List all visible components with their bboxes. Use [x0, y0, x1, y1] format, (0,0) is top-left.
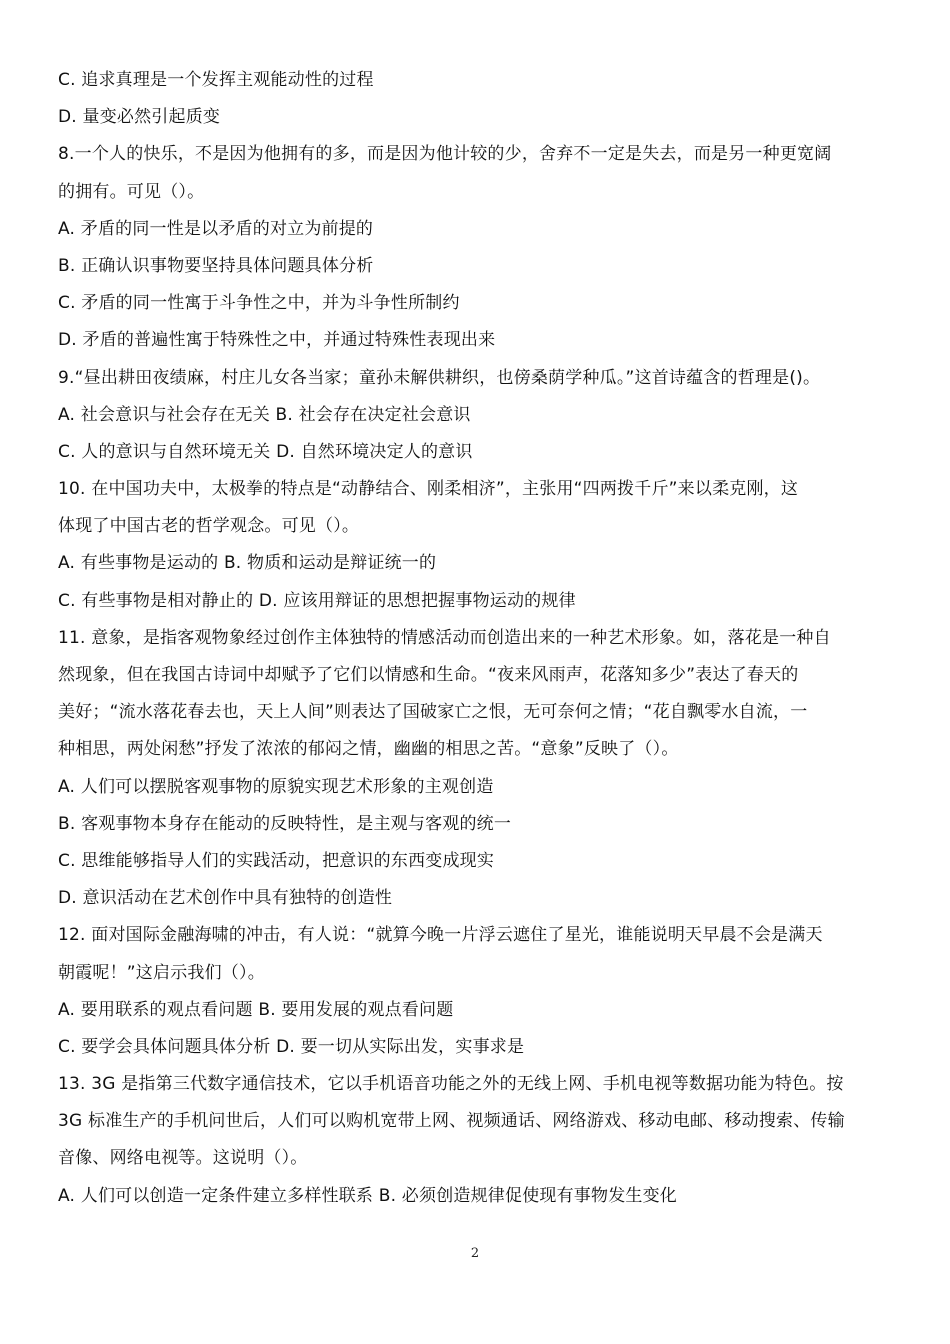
question-12-line-1: 12. 面对国际金融海啸的冲击，有人说：“就算今晚一片浮云遮住了星光，谁能说明天早晨不会是满天	[58, 925, 823, 946]
option-c-q8: C. 矛盾的同一性寓于斗争性之中，并为斗争性所制约	[58, 293, 460, 314]
option-b-q8: B. 正确认识事物要坚持具体问题具体分析	[58, 255, 374, 276]
options-ab-q12: A. 要用联系的观点看问题 B. 要用发展的观点看问题	[58, 999, 454, 1020]
option-d-q11: D. 意识活动在艺术创作中具有独特的创造性	[58, 888, 393, 909]
option-a-q11: A. 人们可以摆脱客观事物的原貌实现艺术形象的主观创造	[58, 776, 494, 797]
question-13-line-3: 音像、网络电视等。这说明（）。	[58, 1148, 308, 1169]
option-a-q8: A. 矛盾的同一性是以矛盾的对立为前提的	[58, 218, 374, 239]
document-body	[58, 62, 900, 1215]
question-12-line-2: 朝霞呢！”这启示我们（）。	[58, 962, 265, 983]
question-13-line-1: 13. 3G 是指第三代数字通信技术，它以手机语音功能之外的无线上网、手机电视等数据功能为特色。按	[58, 1074, 844, 1095]
options-cd-q10: C. 有些事物是相对静止的 D. 应该用辩证的思想把握事物运动的规律	[58, 590, 576, 611]
question-11-line-3: 美好；“流水落花春去也，天上人间”则表达了国破家亡之恨，无可奈何之情；“花自飘零水自流，一	[58, 702, 808, 723]
option-c-q11: C. 思维能够指导人们的实践活动，把意识的东西变成现实	[58, 850, 495, 871]
question-11-line-4: 种相思，两处闲愁”抒发了浓浓的郁闷之情，幽幽的相思之苦。“意象”反映了（）。	[58, 739, 679, 760]
option-d-q8: D. 矛盾的普遍性寓于特殊性之中，并通过特殊性表现出来	[58, 330, 496, 351]
question-13-line-2: 3G 标准生产的手机问世后，人们可以购机宽带上网、视频通话、网络游戏、移动电邮、移动搜索、传输	[58, 1111, 845, 1132]
page-number: 2	[470, 1246, 480, 1261]
options-ab-q13: A. 人们可以创造一定条件建立多样性联系 B. 必须创造规律促使现有事物发生变化	[58, 1185, 678, 1206]
question-9: 9.“昼出耕田夜绩麻，村庄儿女各当家；童孙未解供耕织，也傍桑荫学种瓜。”这首诗蕴含的哲理是()。	[58, 367, 821, 388]
question-8-line-2: 的拥有。可见（）。	[58, 181, 205, 202]
question-10-line-1: 10. 在中国功夫中，太极拳的特点是“动静结合、刚柔相济”，主张用“四两拨千斤”来以柔克刚，这	[58, 479, 799, 500]
options-ab-q9: A. 社会意识与社会存在无关 B. 社会存在决定社会意识	[58, 404, 471, 425]
question-11-line-1: 11. 意象，是指客观物象经过创作主体独特的情感活动而创造出来的一种艺术形象。如，落花是一种自	[58, 627, 831, 648]
question-11-line-2: 然现象，但在我国古诗词中却赋予了它们以情感和生命。“夜来风雨声，花落知多少”表达了春天的	[58, 665, 799, 685]
question-8-line-1: 8.一个人的快乐，不是因为他拥有的多，而是因为他计较的少，舍弃不一定是失去，而是另一种更宽阔	[58, 144, 832, 165]
option-b-q11: B. 客观事物本身存在能动的反映特性，是主观与客观的统一	[58, 813, 512, 834]
options-ab-q10: A. 有些事物是运动的 B. 物质和运动是辩证统一的	[58, 553, 437, 574]
option-c-q7: C. 追求真理是一个发挥主观能动性的过程	[58, 70, 374, 90]
option-d-q7: D. 量变必然引起质变	[58, 107, 221, 128]
options-cd-q9: C. 人的意识与自然环境无关 D. 自然环境决定人的意识	[58, 441, 473, 462]
options-cd-q12: C. 要学会具体问题具体分析 D. 要一切从实际出发，实事求是	[58, 1036, 525, 1057]
question-10-line-2: 体现了中国古老的哲学观念。可见（）。	[58, 516, 360, 537]
